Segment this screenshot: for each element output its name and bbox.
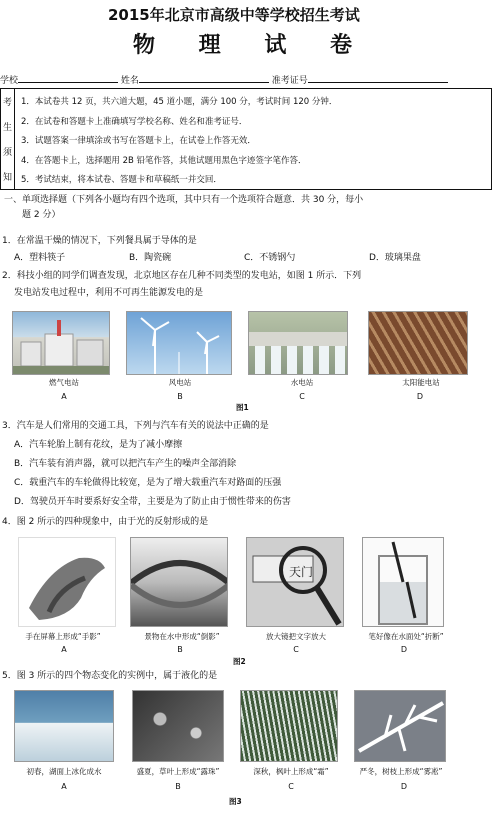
fig3-letter-d: D (400, 782, 408, 791)
fig2-letter-a: A (61, 645, 67, 654)
fig1-label: 图1 (236, 403, 249, 412)
fig1-letter-b: B (177, 392, 183, 401)
hand-shadow-drawing (19, 538, 116, 627)
q1-option-a: A．塑料筷子 (14, 253, 66, 263)
fig2-letter-b: B (177, 645, 183, 654)
school-label: 学校 (0, 76, 19, 86)
magnifier-image (246, 537, 344, 627)
hand-shadow-image (18, 537, 116, 627)
notice-heading-char: 生 (2, 123, 12, 133)
section-heading-line1: 一、单项选择题（下列各小题均有四个选项，其中只有一个选项符合题意．共 30 分，每小 (4, 195, 364, 205)
fig1-letter-a: A (61, 392, 67, 401)
school-blank (18, 73, 118, 83)
pencil-in-water-image (362, 537, 444, 627)
notice-box (0, 88, 492, 190)
fig1-caption-a: 燃气电站 (49, 378, 79, 387)
dew-drops-image (132, 690, 224, 762)
fig2-letter-d: D (400, 645, 408, 654)
fig2-letter-c: C (293, 645, 299, 654)
wind-power-station-image (126, 311, 232, 375)
q3-option-a: A．汽车轮胎上制有花纹，是为了减小摩擦 (14, 440, 183, 450)
q2-stem-line2: 发电站发电过程中，利用不可再生能源发电的是 (14, 288, 204, 298)
section-heading (4, 193, 494, 223)
q1-option-c: C．不锈钢勺 (244, 253, 296, 263)
fig2-label: 图2 (233, 657, 246, 666)
dam-drawing (249, 312, 348, 375)
gas-power-station-image (12, 311, 110, 375)
rime-image (354, 690, 446, 762)
fig3-letter-a: A (61, 782, 67, 791)
name-blank (139, 73, 269, 83)
q2-stem-line1: 2．科技小组的同学们调查发现，北京地区存在几种不同类型的发电站，如图 1 所示．下列 (2, 271, 362, 281)
fig3-caption-b: 盛夏，草叶上形成“露珠” (136, 767, 220, 776)
notice-item: 3．试题答案一律填涂或书写在答题卡上，在试卷上作答无效． (21, 136, 256, 146)
magnifier-sign-text: 天门 (289, 565, 314, 579)
q1-option-d: D．玻璃果盘 (369, 253, 421, 263)
gas-power-station-drawing (13, 312, 110, 375)
fig1-letter-c: C (299, 392, 305, 401)
notice-heading-char: 考 (2, 98, 12, 108)
notice-item: 5．考试结束，将本试卷、答题卡和草稿纸一并交回． (21, 175, 222, 185)
notice-item: 1．本试卷共 12 页，共六道大题，45 道小题，满分 100 分，考试时间 120 分钟． (21, 97, 338, 107)
q3-option-c: C．载重汽车的车轮做得比较宽，是为了增大载重汽车对路面的压强 (14, 478, 282, 488)
q5-stem: 5．图 3 所示的四个物态变化的实例中，属于液化的是 (2, 671, 218, 681)
fig2-caption-a: 手在屏幕上形成“手影” (25, 632, 101, 641)
notice-item: 4．在答题卡上，选择题用 2B 铅笔作答，其他试题用黑色字迹签字笔作答． (21, 155, 307, 166)
hydro-power-station-image (248, 311, 348, 375)
magnifier-drawing (247, 538, 344, 627)
fig1-caption-d: 太阳能电站 (402, 378, 440, 387)
notice-list (21, 93, 487, 191)
section-heading-line2: 题 2 分） (22, 210, 61, 220)
subject-title: 物 理 试 卷 (133, 32, 370, 58)
wind-turbine-drawing (127, 312, 232, 375)
glass-drawing (363, 538, 444, 627)
notice-heading-char: 须 (2, 148, 12, 158)
fig3-letter-b: B (175, 782, 181, 791)
id-blank (308, 73, 448, 83)
q1-options (14, 250, 421, 263)
fig2-caption-b: 景物在水中形成“倒影” (144, 632, 220, 641)
fig3-letter-c: C (288, 782, 294, 791)
bridge-reflection-image (130, 537, 228, 627)
q1-option-b: B．陶瓷碗 (129, 253, 172, 263)
q1-stem: 1．在常温干燥的情况下，下列餐具属于导体的是 (2, 236, 197, 246)
q4-stem: 4．图 2 所示的四种现象中，由于光的反射形成的是 (2, 517, 209, 527)
notice-item: 2．在试卷和答题卡上准确填写学校名称、姓名和准考证号． (21, 116, 248, 127)
ice-melting-image (14, 690, 114, 762)
fig1-letter-d: D (416, 392, 424, 401)
exam-title: 2015年北京市高级中等学校招生考试 (108, 6, 360, 24)
frost-image (240, 690, 338, 762)
bridge-drawing (131, 538, 228, 627)
rime-branch-drawing (355, 691, 446, 762)
fig2-caption-c: 放大镜把文字放大 (266, 632, 326, 641)
fig3-caption-a: 初春，湖面上冰化成水 (26, 767, 102, 776)
q3-option-b: B．汽车装有消声器，就可以把汽车产生的噪声全部消除 (14, 459, 237, 469)
fig3-caption-c: 深秋，枫叶上形成“霜” (253, 767, 329, 776)
id-label: 准考证号 (271, 76, 308, 86)
solar-power-station-image (368, 311, 468, 375)
fig2-caption-d: 笔好像在水面处“折断” (368, 632, 444, 641)
fig3-label: 图3 (229, 797, 242, 806)
notice-heading (1, 89, 15, 189)
fig3-caption-d: 严冬，树枝上形成“雾凇” (359, 767, 443, 776)
q3-option-d: D．驾驶员开车时要系好安全带，主要是为了防止由于惯性带来的伤害 (14, 497, 291, 507)
student-info-line (0, 73, 448, 86)
notice-heading-char: 知 (2, 173, 12, 183)
fig1-caption-b: 风电站 (168, 378, 192, 387)
fig1-caption-c: 水电站 (290, 378, 314, 387)
name-label: 姓名 (120, 76, 139, 86)
q3-stem: 3．汽车是人们常用的交通工具，下列与汽车有关的说法中正确的是 (2, 421, 269, 431)
